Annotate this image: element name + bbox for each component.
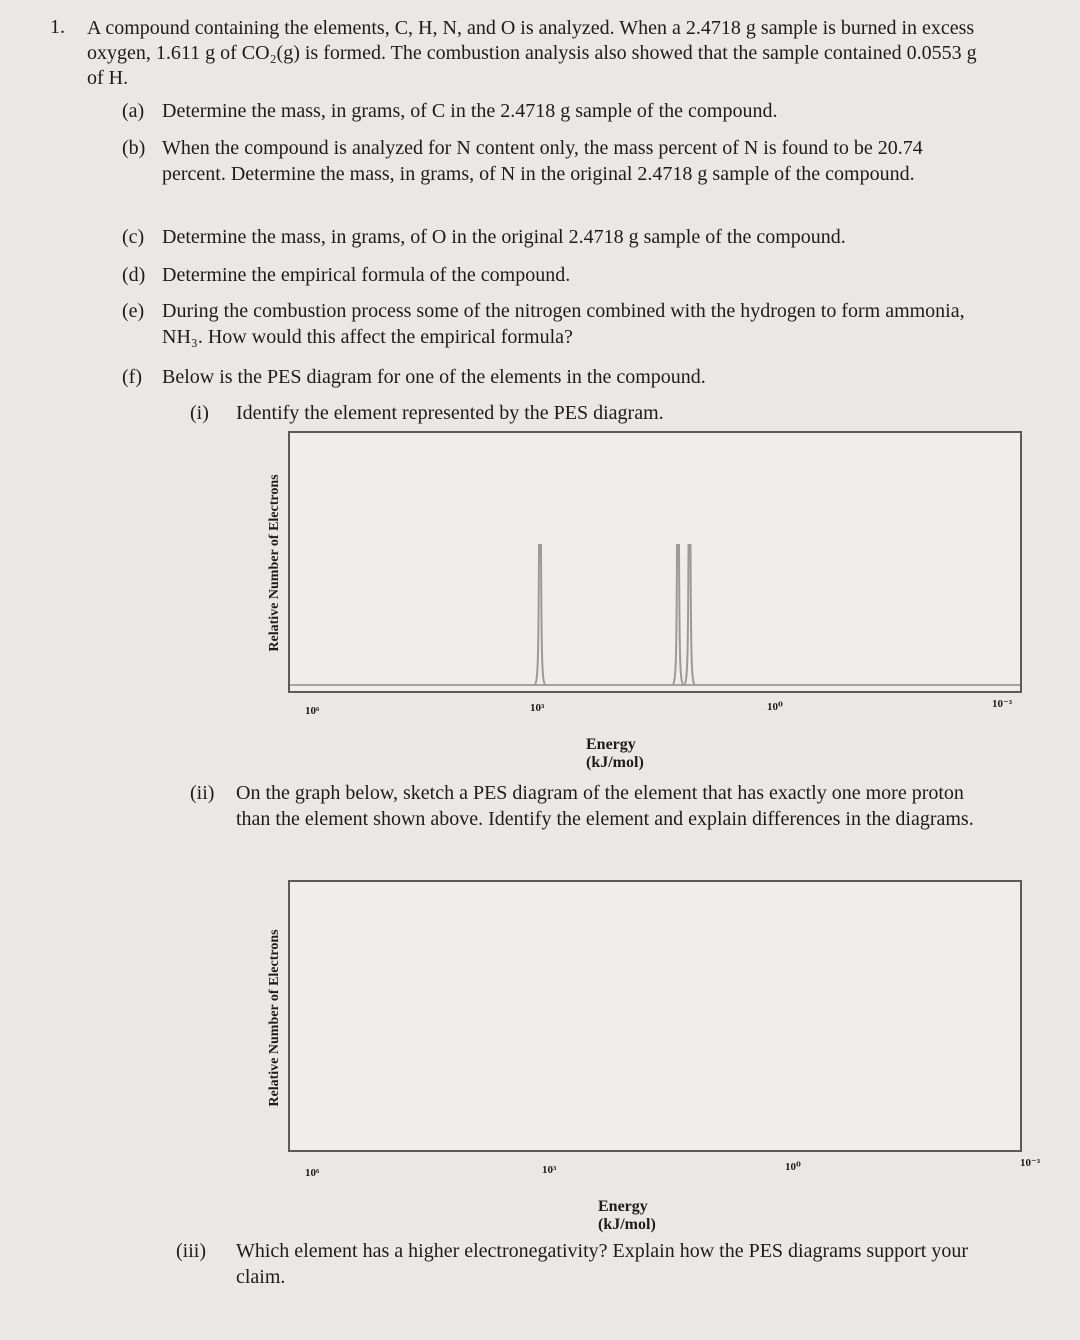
pes-graph-2-xlabel: Energy (kJ/mol) xyxy=(598,1198,656,1233)
pes-graph-1-tick-1: 10⁶ xyxy=(305,705,320,717)
part-f-text: Below is the PES diagram for one of the elements in the compound. xyxy=(162,366,706,388)
pes-graph-2-tick-1: 10⁶ xyxy=(305,1167,320,1179)
question-stem: A compound containing the elements, C, H, N, and O is analyzed. When a 2.4718 g sample is burned in excess oxygen, 1.611 g of CO₂(g) is formed. The combustion analysis also showed that the sample contained 0.0553 g of H. xyxy=(87,17,977,89)
part-f xyxy=(122,364,982,390)
part-a-label: (a) xyxy=(122,100,145,122)
pes-graph-1-ylabel: Relative Number of Electrons xyxy=(267,474,282,652)
part-f-label: (f) xyxy=(122,366,142,388)
part-d xyxy=(122,262,982,288)
pes-graph-1-plot xyxy=(290,433,1020,691)
subpart-ii-text: On the graph below, sketch a PES diagram of the element that has exactly one more proton than the element shown above. Identify the element and explain differences in the diagrams. xyxy=(236,782,974,830)
subpart-iii xyxy=(176,1238,1006,1290)
subpart-ii xyxy=(190,780,990,832)
subpart-iii-label: (iii) xyxy=(176,1240,206,1262)
part-e-label: (e) xyxy=(122,300,145,322)
part-a xyxy=(122,98,982,124)
part-d-label: (d) xyxy=(122,264,146,286)
pes-graph-2-frame[interactable] xyxy=(288,880,1022,1152)
pes-peak-1 xyxy=(534,545,546,685)
pes-peak-2 xyxy=(672,545,684,685)
part-b-text: When the compound is analyzed for N content only, the mass percent of N is found to be 20.74 percent. Determine the mass, in grams, of N in the original 2.4718 g sample of the compound. xyxy=(162,137,923,185)
part-a-text: Determine the mass, in grams, of C in the 2.4718 g sample of the compound. xyxy=(162,100,778,122)
subpart-i-label: (i) xyxy=(190,402,209,424)
pes-graph-1-frame xyxy=(288,431,1022,693)
part-d-text: Determine the empirical formula of the compound. xyxy=(162,264,571,286)
part-b-label: (b) xyxy=(122,137,146,159)
pes-graph-1-tick-2: 10³ xyxy=(530,702,545,714)
pes-graph-2-tick-2: 10³ xyxy=(542,1164,557,1176)
pes-graph-2-ylabel: Relative Number of Electrons xyxy=(267,929,282,1107)
pes-graph-1-tick-3: 10⁰ xyxy=(767,701,783,713)
pes-graph-2-tick-3: 10⁰ xyxy=(785,1161,801,1173)
subpart-i xyxy=(190,400,990,426)
part-c-label: (c) xyxy=(122,226,145,248)
pes-graph-1-xlabel: Energy (kJ/mol) xyxy=(586,736,644,771)
pes-graph-1-tick-4: 10⁻³ xyxy=(992,698,1013,710)
subpart-i-text: Identify the element represented by the PES diagram. xyxy=(236,402,664,424)
subpart-iii-text: Which element has a higher electronegativity? Explain how the PES diagrams support your claim. xyxy=(236,1240,969,1288)
pes-peak-3 xyxy=(684,545,696,685)
part-c xyxy=(122,224,982,250)
part-e xyxy=(122,298,982,350)
part-b xyxy=(122,135,982,187)
part-c-text: Determine the mass, in grams, of O in the original 2.4718 g sample of the compound. xyxy=(162,226,846,248)
subpart-ii-label: (ii) xyxy=(190,782,215,804)
pes-graph-2-tick-4: 10⁻³ xyxy=(1020,1157,1041,1169)
question-number: 1. xyxy=(50,16,65,38)
part-e-text: During the combustion process some of the nitrogen combined with the hydrogen to form ammonia, NH₃. How would this affect the empirical formula? xyxy=(162,300,965,348)
